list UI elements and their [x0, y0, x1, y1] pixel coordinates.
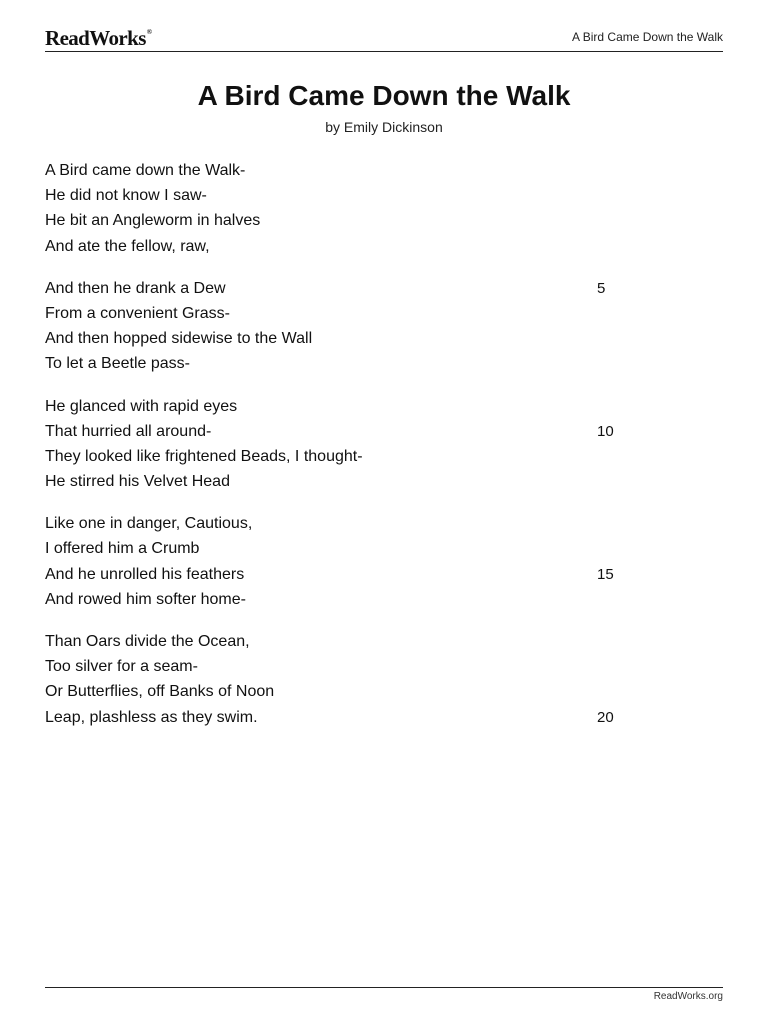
- header-poem-title: A Bird Came Down the Walk: [572, 30, 723, 44]
- poem-body: [45, 161, 645, 750]
- page-footer: [45, 987, 723, 1002]
- poem-line: [45, 237, 645, 262]
- poem-line: [45, 422, 645, 447]
- poem-line: [45, 632, 645, 657]
- line-text: Or Butterflies, off Banks of Noon: [45, 683, 275, 701]
- logo-text: ReadWorks: [45, 26, 146, 50]
- line-text: Too silver for a seam-: [45, 658, 198, 676]
- stanza: [45, 161, 645, 262]
- line-number: 15: [597, 565, 614, 583]
- line-text: Like one in danger, Cautious,: [45, 515, 253, 533]
- line-text: He did not know I saw-: [45, 187, 207, 205]
- stanza: [45, 514, 645, 615]
- poem-line: [45, 329, 645, 354]
- poem-line: [45, 186, 645, 211]
- page-header: [45, 24, 723, 52]
- poem-line: [45, 304, 645, 329]
- stanza: [45, 397, 645, 498]
- line-number: 20: [597, 708, 614, 726]
- line-text: He glanced with rapid eyes: [45, 397, 238, 415]
- poem-title: A Bird Came Down the Walk: [197, 80, 571, 111]
- line-text: A Bird came down the Walk-: [45, 162, 246, 179]
- line-text: And rowed him softer home-: [45, 590, 246, 608]
- footer-site-link[interactable]: ReadWorks.org: [653, 991, 723, 1002]
- line-text: To let a Beetle pass-: [45, 355, 190, 373]
- poem-line: [45, 565, 645, 590]
- poem-line: [45, 682, 645, 707]
- poem-line: [45, 590, 645, 615]
- line-number: 10: [597, 422, 614, 440]
- line-text: From a convenient Grass-: [45, 304, 230, 322]
- line-text: They looked like frightened Beads, I thought-: [45, 447, 363, 465]
- poem-line: [45, 472, 645, 497]
- registered-mark: ®: [146, 28, 152, 36]
- poem-line: [45, 397, 645, 422]
- line-text: And ate the fellow, raw,: [45, 237, 210, 255]
- poem-line: [45, 211, 645, 236]
- line-text: Leap, plashless as they swim.: [45, 708, 258, 726]
- poem-line: [45, 539, 645, 564]
- line-text: And then he drank a Dew: [45, 279, 226, 297]
- poem-byline: by Emily Dickinson: [325, 119, 443, 135]
- poem-line: [45, 447, 645, 472]
- poem-line: [45, 708, 645, 733]
- poem-line: [45, 354, 645, 379]
- readworks-logo: [45, 26, 151, 51]
- line-number: 5: [597, 279, 606, 297]
- poem-line: [45, 657, 645, 682]
- line-text: I offered him a Crumb: [45, 540, 200, 558]
- line-text: He bit an Angleworm in halves: [45, 212, 261, 230]
- line-text: Than Oars divide the Ocean,: [45, 633, 250, 650]
- poem-line: [45, 514, 645, 539]
- stanza: [45, 279, 645, 380]
- line-text: He stirred his Velvet Head: [45, 473, 230, 491]
- line-text: And then hopped sidewise to the Wall: [45, 330, 313, 348]
- line-text: And he unrolled his feathers: [45, 565, 245, 583]
- line-text: That hurried all around-: [45, 422, 212, 440]
- stanza: [45, 632, 645, 733]
- poem-line: [45, 161, 645, 186]
- poem-line: [45, 279, 645, 304]
